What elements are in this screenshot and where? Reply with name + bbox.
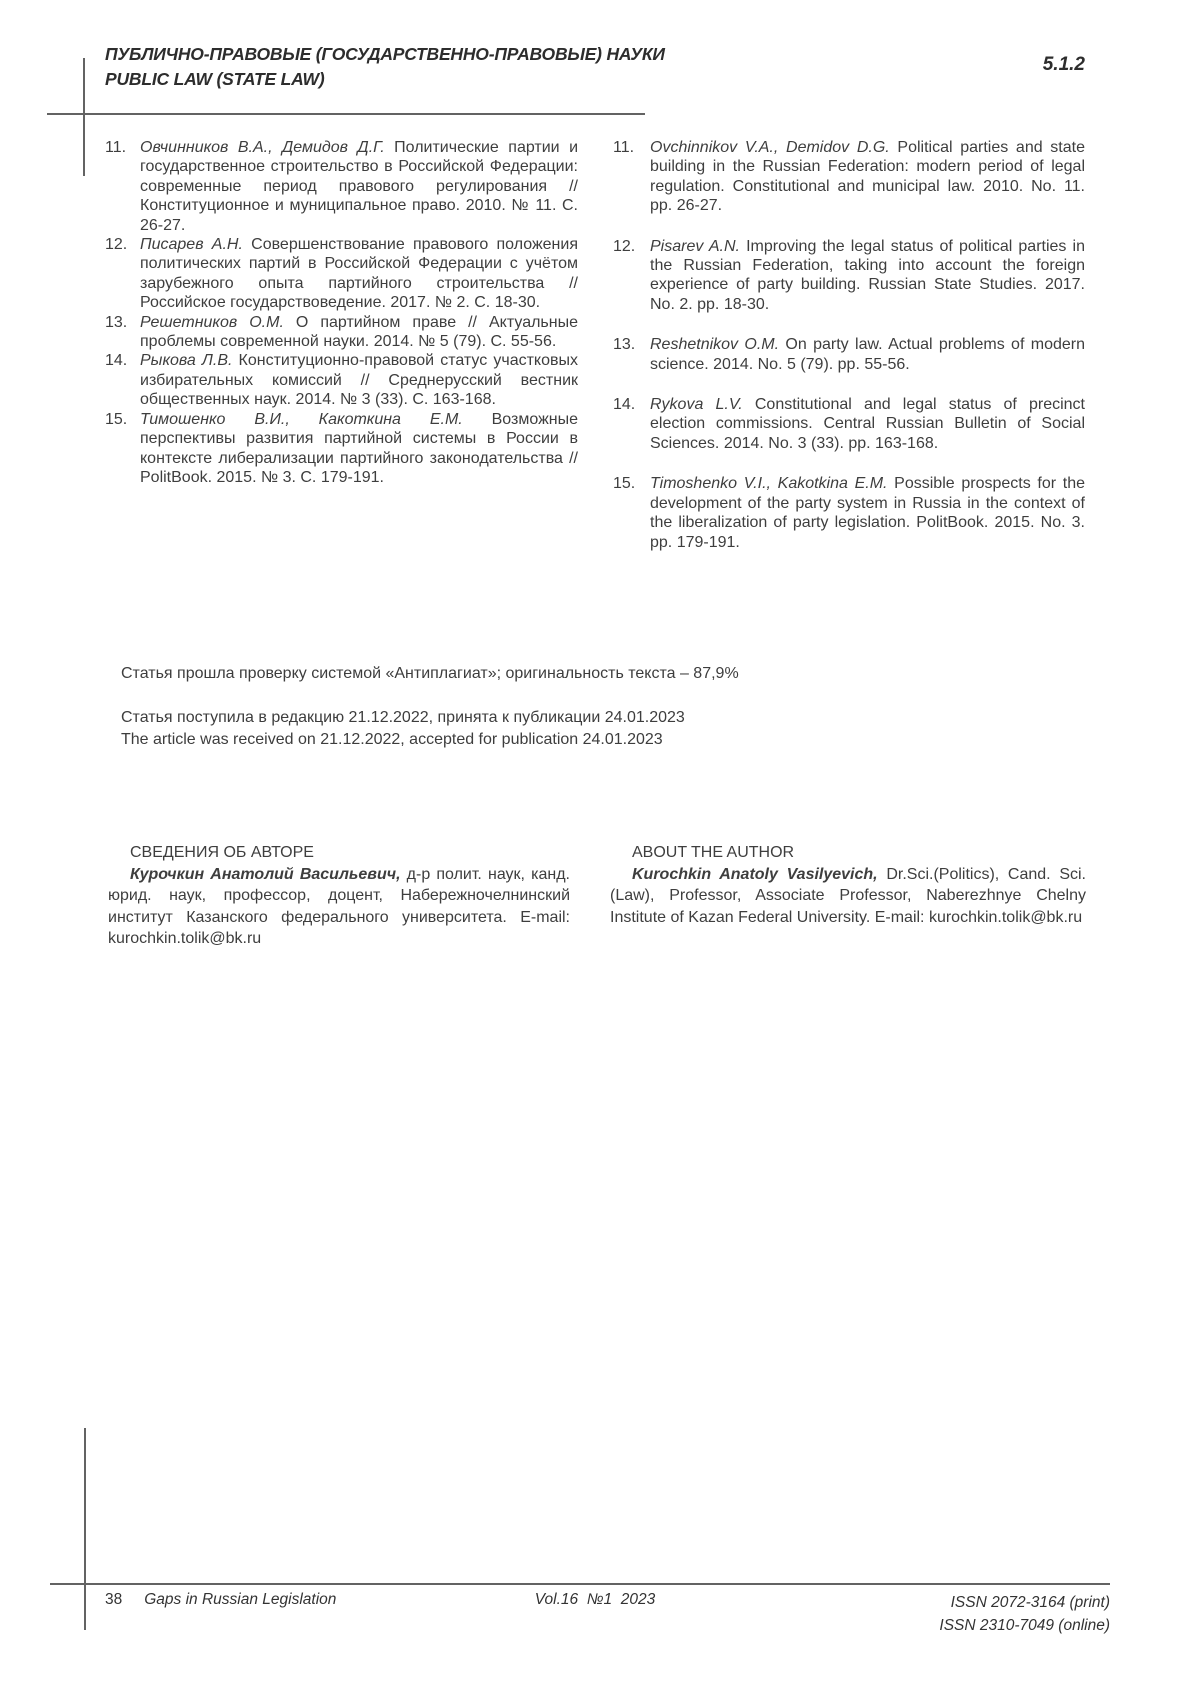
reference-text: Political parties and state building in the Russian Federation: modern period of legal regulation. Constitutional and municipal law. 2010. No. 11. pp. 26-27. bbox=[650, 139, 1085, 215]
page-number: 38 bbox=[105, 1591, 123, 1608]
reference-item bbox=[613, 237, 1085, 315]
footer-horizontal-rule bbox=[50, 1583, 1110, 1585]
page-header bbox=[105, 42, 765, 92]
footer-issn bbox=[810, 1591, 1110, 1637]
reference-body bbox=[650, 335, 1085, 374]
reference-text: Совершенствование правового положения политических партий в Российской Федерации с учётом зарубежного опыта партийного строительства // Российское государствоведение. 2017. № 2. С. 18-30. bbox=[140, 236, 578, 312]
reference-number: 14. bbox=[613, 396, 636, 414]
references-column-russian bbox=[105, 138, 578, 487]
reference-item bbox=[105, 351, 578, 409]
volume-info: Vol.16 №1 2023 bbox=[534, 1591, 656, 1608]
reference-item bbox=[613, 335, 1085, 374]
reference-number: 15. bbox=[105, 410, 128, 428]
author-bio-text-ru: д-р полит. наук, канд. юрид. наук, профессор, доцент, Набережночелнинский институт Казанского федерального университета. E-mail: kurochkin.tolik@bk.ru bbox=[108, 865, 570, 947]
reference-authors: Писарев А.Н. bbox=[140, 236, 243, 254]
reference-number: 15. bbox=[613, 475, 636, 493]
author-info-russian bbox=[108, 842, 570, 950]
reference-item bbox=[105, 138, 578, 235]
reference-body bbox=[650, 138, 1085, 216]
author-name-en: Kurochkin Anatoly Vasilyevich, bbox=[632, 865, 878, 883]
section-code: 5.1.2 bbox=[1042, 54, 1085, 75]
reference-body bbox=[140, 235, 578, 313]
receipt-note bbox=[121, 707, 901, 750]
reference-item bbox=[613, 395, 1085, 453]
receipt-note-ru: Статья поступила в редакцию 21.12.2022, принята к публикации 24.01.2023 bbox=[121, 709, 685, 726]
reference-number: 14. bbox=[105, 352, 128, 370]
reference-number: 11. bbox=[105, 139, 127, 156]
reference-body bbox=[140, 313, 578, 352]
reference-authors: Rykova L.V. bbox=[650, 396, 743, 414]
reference-authors: Timoshenko V.I., Kakotkina E.M. bbox=[650, 475, 888, 493]
reference-authors: Овчинников В.А., Демидов Д.Г. bbox=[140, 139, 385, 156]
reference-item bbox=[105, 313, 578, 352]
receipt-note-en: The article was received on 21.12.2022, accepted for publication 24.01.2023 bbox=[121, 730, 663, 748]
reference-item bbox=[105, 235, 578, 313]
journal-title: Gaps in Russian Legislation bbox=[144, 1591, 337, 1608]
reference-number: 13. bbox=[613, 336, 636, 354]
reference-authors: Reshetnikov O.M. bbox=[650, 336, 780, 354]
issn-online: ISSN 2310-7049 (online) bbox=[939, 1617, 1110, 1634]
reference-body bbox=[140, 351, 578, 409]
reference-item bbox=[613, 474, 1085, 552]
author-heading-en: ABOUT THE AUTHOR bbox=[632, 844, 795, 861]
section-title-en: PUBLIC LAW (STATE LAW) bbox=[105, 69, 325, 89]
author-bio-ru bbox=[108, 864, 570, 950]
footer-left bbox=[105, 1591, 525, 1609]
section-title-ru: ПУБЛИЧНО-ПРАВОВЫЕ (ГОСУДАРСТВЕННО-ПРАВОВЫЕ) НАУКИ bbox=[105, 44, 665, 64]
author-info-english bbox=[610, 842, 1086, 928]
reference-authors: Тимошенко В.И., Какоткина Е.М. bbox=[140, 410, 463, 428]
header-vertical-rule bbox=[83, 58, 85, 176]
reference-text: On party law. Actual problems of modern science. 2014. No. 5 (79). pp. 55-56. bbox=[650, 336, 1085, 373]
author-bio-text-en: Dr.Sci.(Politics), Cand. Sci.(Law), Professor, Associate Professor, Naberezhnye Chelny Institute of Kazan Federal University. E-mail: kurochkin.tolik@bk.ru bbox=[610, 865, 1086, 926]
reference-number: 11. bbox=[613, 139, 635, 156]
reference-authors: Pisarev A.N. bbox=[650, 237, 740, 255]
reference-body bbox=[140, 138, 578, 235]
reference-text: Политические партии и государственное строительство в Российской Федерации: современные период правового регулирования // Конституционное и муниципальное право. 2010. № 11. С. 26-27. bbox=[140, 139, 578, 234]
reference-text: Конституционно-правовой статус участковых избирательных комиссий // Среднерусский вестник общественных наук. 2014. № 3 (33). С. 163-168. bbox=[140, 352, 578, 409]
reference-authors: Решетников О.М. bbox=[140, 313, 284, 331]
reference-body bbox=[650, 474, 1085, 552]
references-column-english bbox=[613, 138, 1085, 573]
reference-number: 12. bbox=[613, 237, 636, 255]
author-bio-en bbox=[610, 864, 1086, 929]
reference-authors: Рыкова Л.В. bbox=[140, 352, 233, 370]
reference-text: Possible prospects for the development of the party system in Russia in the context of the liberalization of party legislation. PolitBook. 2015. No. 3. pp. 179-191. bbox=[650, 475, 1086, 551]
reference-text: Возможные перспективы развития партийной системы в России в контексте либерализации партийного законодательства // PolitBook. 2015. № 3. С. 179-191. bbox=[140, 410, 579, 486]
reference-item bbox=[613, 138, 1085, 216]
issn-print: ISSN 2072-3164 (print) bbox=[950, 1594, 1110, 1611]
reference-item bbox=[105, 410, 578, 488]
reference-number: 13. bbox=[105, 313, 128, 331]
author-name-ru: Курочкин Анатолий Васильевич, bbox=[130, 865, 401, 883]
reference-body bbox=[650, 395, 1085, 453]
header-horizontal-rule bbox=[47, 113, 645, 115]
reference-number: 12. bbox=[105, 236, 128, 254]
author-heading-ru: СВЕДЕНИЯ ОБ АВТОРЕ bbox=[130, 844, 314, 861]
reference-body bbox=[650, 237, 1085, 315]
reference-authors: Ovchinnikov V.A., Demidov D.G. bbox=[650, 139, 890, 156]
antiplagiat-note: Статья прошла проверку системой «Антиплагиат»; оригинальность текста – 87,9% bbox=[121, 665, 739, 682]
reference-body bbox=[140, 410, 578, 488]
reference-text: Improving the legal status of political parties in the Russian Federation, taking into account the foreign experience of party building. Russian State Studies. 2017. No. 2. pp. 18-30. bbox=[650, 237, 1085, 313]
reference-text: Constitutional and legal status of precinct election commissions. Central Russian Bulletin of Social Sciences. 2014. No. 3 (33). pp. 163-168. bbox=[650, 396, 1085, 452]
footer-vertical-rule bbox=[84, 1428, 86, 1630]
reference-text: О партийном праве // Актуальные проблемы современной науки. 2014. № 5 (79). С. 55-56. bbox=[140, 313, 578, 351]
